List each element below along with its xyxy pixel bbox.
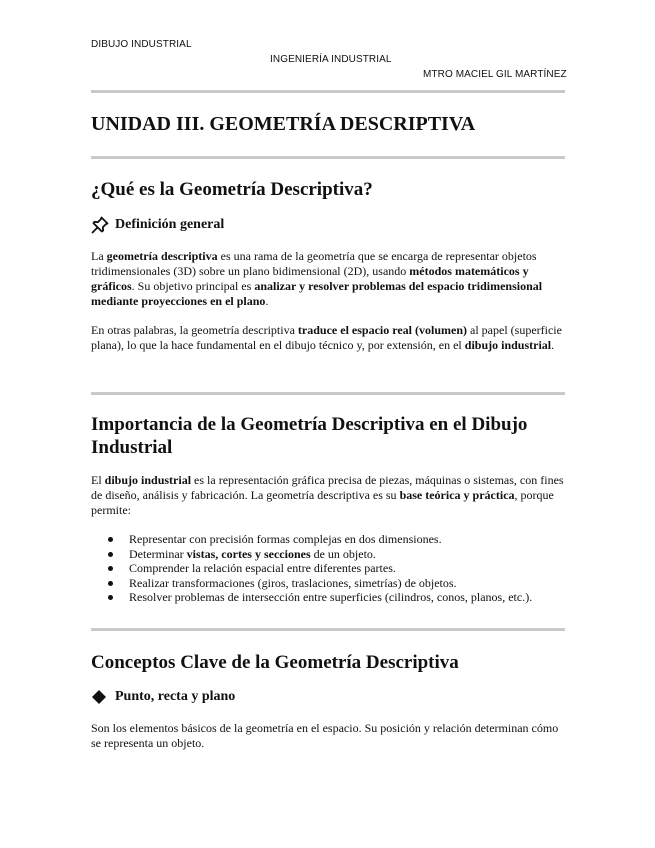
section-title-importance: Importancia de la Geometría Descriptiva en el Dibujo Industrial	[91, 414, 528, 458]
header-course: DIBUJO INDUSTRIAL	[91, 39, 192, 50]
subheading-label: Punto, recta y plano	[115, 689, 236, 704]
bullet-list-benefits	[91, 532, 571, 605]
paragraph-industrial-drawing: El dibujo industrial es la representación gráfica precisa de piezas, máquinas o sistemas, con fines de diseño, análisis y fabricación. La geometría descriptiva es su base teórica y práctica, porque permite:	[91, 473, 564, 517]
pushpin-icon	[91, 216, 111, 234]
list-item: Determinar vistas, cortes y secciones de un objeto.	[91, 547, 571, 562]
divider	[91, 628, 565, 631]
diamond-icon	[91, 688, 111, 706]
paragraph-basic-elements: Son los elementos básicos de la geometría en el espacio. Su posición y relación determinan cómo se representa un objeto.	[91, 721, 559, 750]
divider	[91, 90, 565, 93]
header-program: INGENIERÍA INDUSTRIAL	[270, 54, 392, 65]
paragraph-in-other-words: En otras palabras, la geometría descriptiva traduce el espacio real (volumen) al papel (superficie plana), lo que la hace fundamental en el dibujo técnico y, por extensión, en el dibujo industrial.	[91, 323, 562, 352]
section-title-what-is: ¿Qué es la Geometría Descriptiva?	[91, 179, 373, 200]
subheading-label: Definición general	[115, 217, 225, 232]
subheading-definition	[91, 216, 224, 234]
divider	[91, 392, 565, 395]
unit-title: UNIDAD III. GEOMETRÍA DESCRIPTIVA	[91, 113, 476, 135]
divider	[91, 156, 565, 159]
subheading-point-line-plane	[91, 688, 235, 706]
list-item: Comprender la relación espacial entre diferentes partes.	[91, 561, 571, 576]
header-teacher: MTRO MACIEL GIL MARTÍNEZ	[423, 69, 567, 80]
list-item: Resolver problemas de intersección entre superficies (cilindros, conos, planos, etc.).	[91, 590, 571, 605]
paragraph-definition: La geometría descriptiva es una rama de la geometría que se encarga de representar objetos tridimensionales (3D) sobre un plano bidimensional (2D), usando métodos matemáticos y gráficos. Su objetivo principal es analizar y resolver problemas del espacio tridimensional mediante proyecciones en el plano.	[91, 249, 543, 308]
list-item: Realizar transformaciones (giros, traslaciones, simetrías) de objetos.	[91, 576, 571, 591]
section-title-key-concepts: Conceptos Clave de la Geometría Descriptiva	[91, 652, 459, 673]
list-item: Representar con precisión formas complejas en dos dimensiones.	[91, 532, 571, 547]
